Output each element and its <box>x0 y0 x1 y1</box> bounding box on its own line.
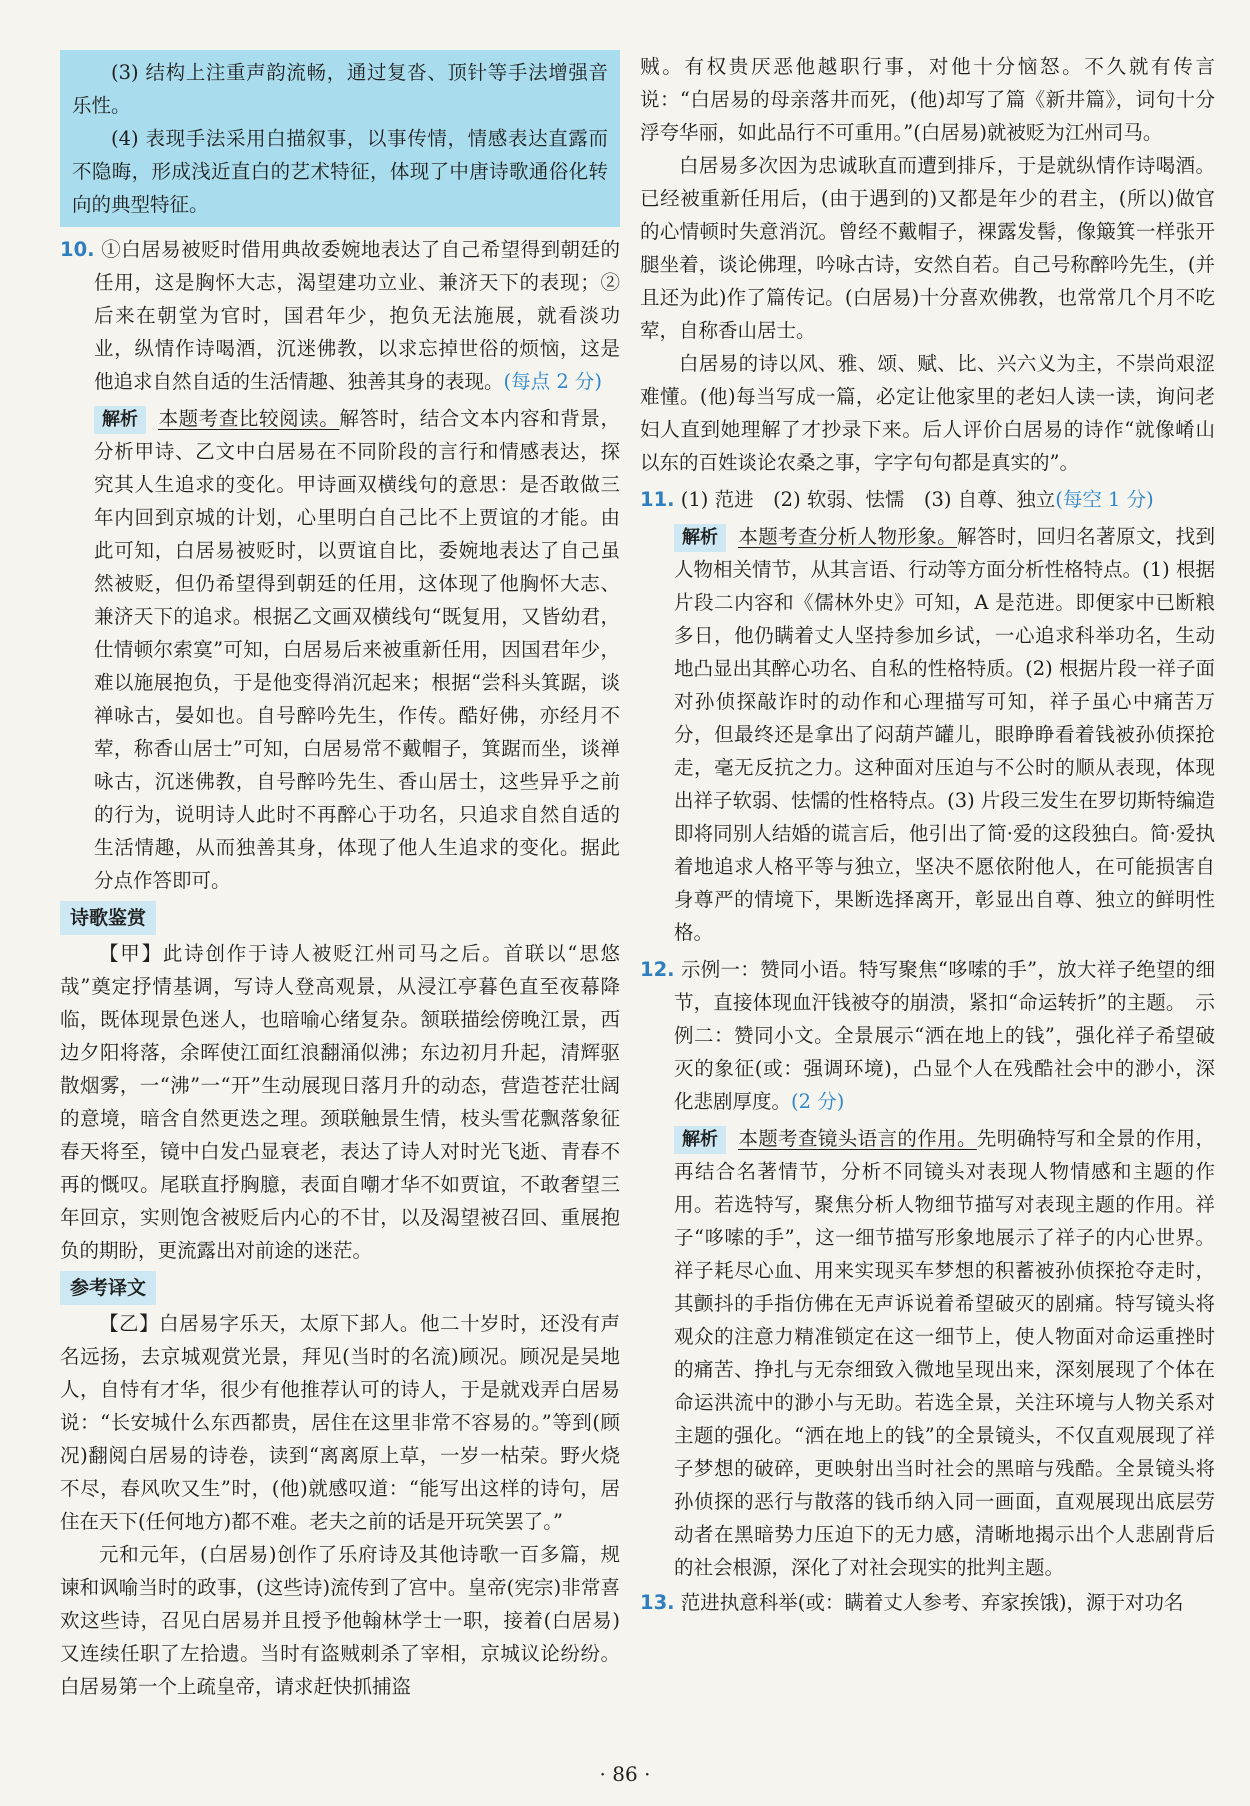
question-number: 12. <box>640 958 675 981</box>
analysis-lead: 本题考查分析人物形象。 <box>738 525 957 548</box>
question-number: 10. <box>60 238 95 261</box>
analysis-text: 先明确特写和全景的作用，再结合名著情节，分析不同镜头对表现人物情感和主题的作用。若选特写，聚焦分析人物细节描写对表现主题的作用。祥子“哆嗦的手”，这一细节描写形象地展示了祥子的内心世界。祥子耗尽心血、用来实现买车梦想的积蓄被孙侦探抢夺走时，其颤抖的手指仿佛在无声诉说着希望破灭的剧痛。特写镜头将观众的注意力精准锁定在这一细节上，使人物面对命运重挫时的痛苦、挣扎与无奈细致入微地呈现出来，深刻展现了个体在命运洪流中的渺小与无助。若选全景，关注环境与人物关系对主题的强化。“洒在地上的钱”的全景镜头，不仅直观展现了祥子梦想的破碎，更映射出当时社会的黑暗与残酷。全景镜头将孙侦探的恶行与散落的钱币纳入同一画面，直观展现出底层劳动者在黑暗势力压迫下的无力感，清晰地揭示出个人悲剧背后的社会根源，深化了对社会现实的批判主题。 <box>674 1127 1215 1579</box>
box-point-4: (4) 表现手法采用白描叙事，以事传情，情感表达直露而不隐晦，形成浅近直白的艺术特征，体现了中唐诗歌通俗化转向的典型特征。 <box>72 127 608 216</box>
translation-para-2: 元和元年，(白居易)创作了乐府诗及其他诗歌一百多篇，规谏和讽喻当时的政事，(这些诗)流传到了宫中。皇帝(宪宗)非常喜欢这些诗，召见白居易并且授予他翰林学士一职，接着(白居易)又连续任职了左拾遗。当时有盗贼刺杀了宰相，京城议论纷纷。白居易第一个上疏皇帝，请求赶快抓捕盗 <box>60 1543 620 1698</box>
question-number: 13. <box>640 1591 675 1614</box>
score-note: (每空 1 分) <box>1055 488 1154 511</box>
section-heading-translation: 参考译文 <box>60 1271 156 1305</box>
answer-summary-box <box>60 50 620 227</box>
question-13 <box>640 1586 1215 1619</box>
score-note: (每点 2 分) <box>503 370 603 393</box>
translation-para-3: 白居易多次因为忠诚耿直而遭到排斥，于是就纵情作诗喝酒。已经被重新任用后，(由于遇到的)又都是年少的君主，(所以)做官的心情顿时失意消沉。曾经不戴帽子，裸露发髻，像簸箕一样张开腿坐着，谈论佛理，吟咏古诗，安然自若。自己号称醉吟先生，(并且还为此)作了篇传记。(白居易)十分喜欢佛教，也常常几个月不吃荤，自称香山居士。 <box>640 154 1215 342</box>
analysis-tag: 解析 <box>674 524 726 552</box>
analysis-text: 解答时，回归名著原文，找到人物相关情节，从其言语、行动等方面分析性格特点。(1) 根据片段二内容和《儒林外史》可知，A 是范进。即便家中已断粮多日，他仍瞒着丈人坚持参加乡试，一心追求科举功名，生动地凸显出其醉心功名、自私的性格特质。(2) 根据片段一祥子面对孙侦探敲诈时的动作和心理描写可知，祥子虽心中痛苦万分，但最终还是拿出了闷葫芦罐儿，眼睁睁看着钱被孙侦探抢走，毫无反抗之力。这种面对压迫与不公时的顺从表现，体现出祥子软弱、怯懦的性格特点。(3) 片段三发生在罗切斯特编造即将同别人结婚的谎言后，他引出了简·爱的这段独白。简·爱执着地追求人格平等与独立，坚决不愿依附他人，在可能损害自身尊严的情境下，果断选择离开，彰显出自尊、独立的鲜明性格。 <box>674 525 1215 944</box>
section-heading-poem: 诗歌鉴赏 <box>60 901 156 935</box>
left-column <box>60 50 620 1703</box>
analysis-tag: 解析 <box>94 406 146 434</box>
question-11 <box>640 483 1215 516</box>
question-12 <box>640 953 1215 1118</box>
box-point-3: (3) 结构上注重声韵流畅，通过复沓、顶针等手法增强音乐性。 <box>72 61 608 117</box>
right-column <box>640 50 1215 1619</box>
translation-para-2-cont: 贼。有权贵厌恶他越职行事，对他十分恼怒。不久就有传言说：“白居易的母亲落井而死，(他)却写了篇《新井篇》，词句十分浮夸华丽，如此品行不可重用。”(白居易)就被贬为江州司马。 <box>640 55 1215 144</box>
analysis-lead: 本题考查比较阅读。 <box>158 407 340 430</box>
score-note: (2 分) <box>791 1090 845 1113</box>
analysis-12 <box>640 1122 1215 1584</box>
question-number: 11. <box>640 488 675 511</box>
translation-para-1: 【乙】白居易字乐天，太原下邽人。他二十岁时，还没有声名远扬，去京城观赏光景，拜见(当时的名流)顾况。顾况是吴地人，自恃有才华，很少有他推荐认可的诗人，于是就戏弄白居易说：“长安城什么东西都贵，居住在这里非常不容易的。”等到(顾况)翻阅白居易的诗卷，读到“离离原上草，一岁一枯荣。野火烧不尽，春风吹又生”时，(他)就感叹道：“能写出这样的诗句，居住在天下(任何地方)都不难。老夫之前的话是开玩笑罢了。” <box>60 1312 620 1533</box>
answer-text: (1) 范进 (2) 软弱、怯懦 (3) 自尊、独立 <box>680 488 1056 511</box>
translation-para-4: 白居易的诗以风、雅、颂、赋、比、兴六义为主，不崇尚艰涩难懂。(他)每当写成一篇，必定让他家里的老妇人读一读，询问老妇人直到她理解了才抄录下来。后人评价白居易的诗作“就像崤山以东的百姓谈论农桑之事，字字句句都是真实的”。 <box>640 352 1215 474</box>
answer-text: 示例一：赞同小语。特写聚焦“哆嗦的手”，放大祥子绝望的细节，直接体现血汗钱被夺的崩溃，紧扣“命运转折”的主题。 示例二：赞同小文。全景展示“洒在地上的钱”，强化祥子希望破灭的象征(或：强调环境)，凸显个人在残酷社会中的渺小，深化悲剧厚度。 <box>674 958 1215 1113</box>
analysis-10 <box>60 402 620 897</box>
analysis-11 <box>640 520 1215 949</box>
answer-text: 范进执意科举(或：瞒着丈人参考、弃家挨饿)，源于对功名 <box>680 1591 1184 1614</box>
poem-appreciation: 【甲】此诗创作于诗人被贬江州司马之后。首联以“思悠哉”奠定抒情基调，写诗人登高观景，从浸江亭暮色直至夜幕降临，既体现景色迷人，也暗喻心绪复杂。颔联描绘傍晚江景，西边夕阳将落，余晖使江面红浪翻涌似沸；东边初月升起，清辉驱散烟雾，一“沸”一“开”生动展现日落月升的动态，营造苍茫壮阔的意境，暗含自然更迭之理。颈联触景生情，枝头雪花飘落象征春天将至，镜中白发凸显衰老，表达了诗人对时光飞逝、青春不再的慨叹。尾联直抒胸臆，表面自嘲才华不如贾谊，不敢奢望三年回京，实则饱含被贬后内心的不甘，以及渴望被召回、重展抱负的期盼，更流露出对前途的迷茫。 <box>60 942 620 1262</box>
answer-text: ①白居易被贬时借用典故委婉地表达了自己希望得到朝廷的任用，这是胸怀大志，渴望建功立业、兼济天下的表现；②后来在朝堂为官时，国君年少，抱负无法施展，就看淡功业，纵情作诗喝酒，沉迷佛教，以求忘掉世俗的烦恼，这是他追求自然自适的生活情趣、独善其身的表现。 <box>94 238 620 393</box>
analysis-lead: 本题考查镜头语言的作用。 <box>738 1127 977 1150</box>
analysis-tag: 解析 <box>674 1126 726 1154</box>
analysis-text: 解答时，结合文本内容和背景，分析甲诗、乙文中白居易在不同阶段的言行和情感表达，探究其人生追求的变化。甲诗画双横线句的意思：是否敢做三年内回到京城的计划，心里明白自己比不上贾谊的才能。由此可知，白居易被贬时，以贾谊自比，委婉地表达了自己虽然被贬，但仍希望得到朝廷的任用，这体现了他胸怀大志、兼济天下的追求。根据乙文画双横线句“既复用，又皆幼君，仕情顿尔索寞”可知，白居易后来被重新任用，因国君年少，难以施展抱负，于是他变得消沉起来；根据“尝科头箕踞，谈禅咏古，晏如也。自号醉吟先生，作传。酷好佛，亦经月不荤，称香山居士”可知，白居易常不戴帽子，箕踞而坐，谈禅咏古，沉迷佛教，自号醉吟先生、香山居士，这些异乎之前的行为，说明诗人此时不再醉心于功名，只追求自然自适的生活情趣，从而独善其身，体现了他人生追求的变化。据此分点作答即可。 <box>94 407 620 892</box>
page-number: · 86 · <box>599 1762 651 1786</box>
question-10 <box>60 233 620 398</box>
